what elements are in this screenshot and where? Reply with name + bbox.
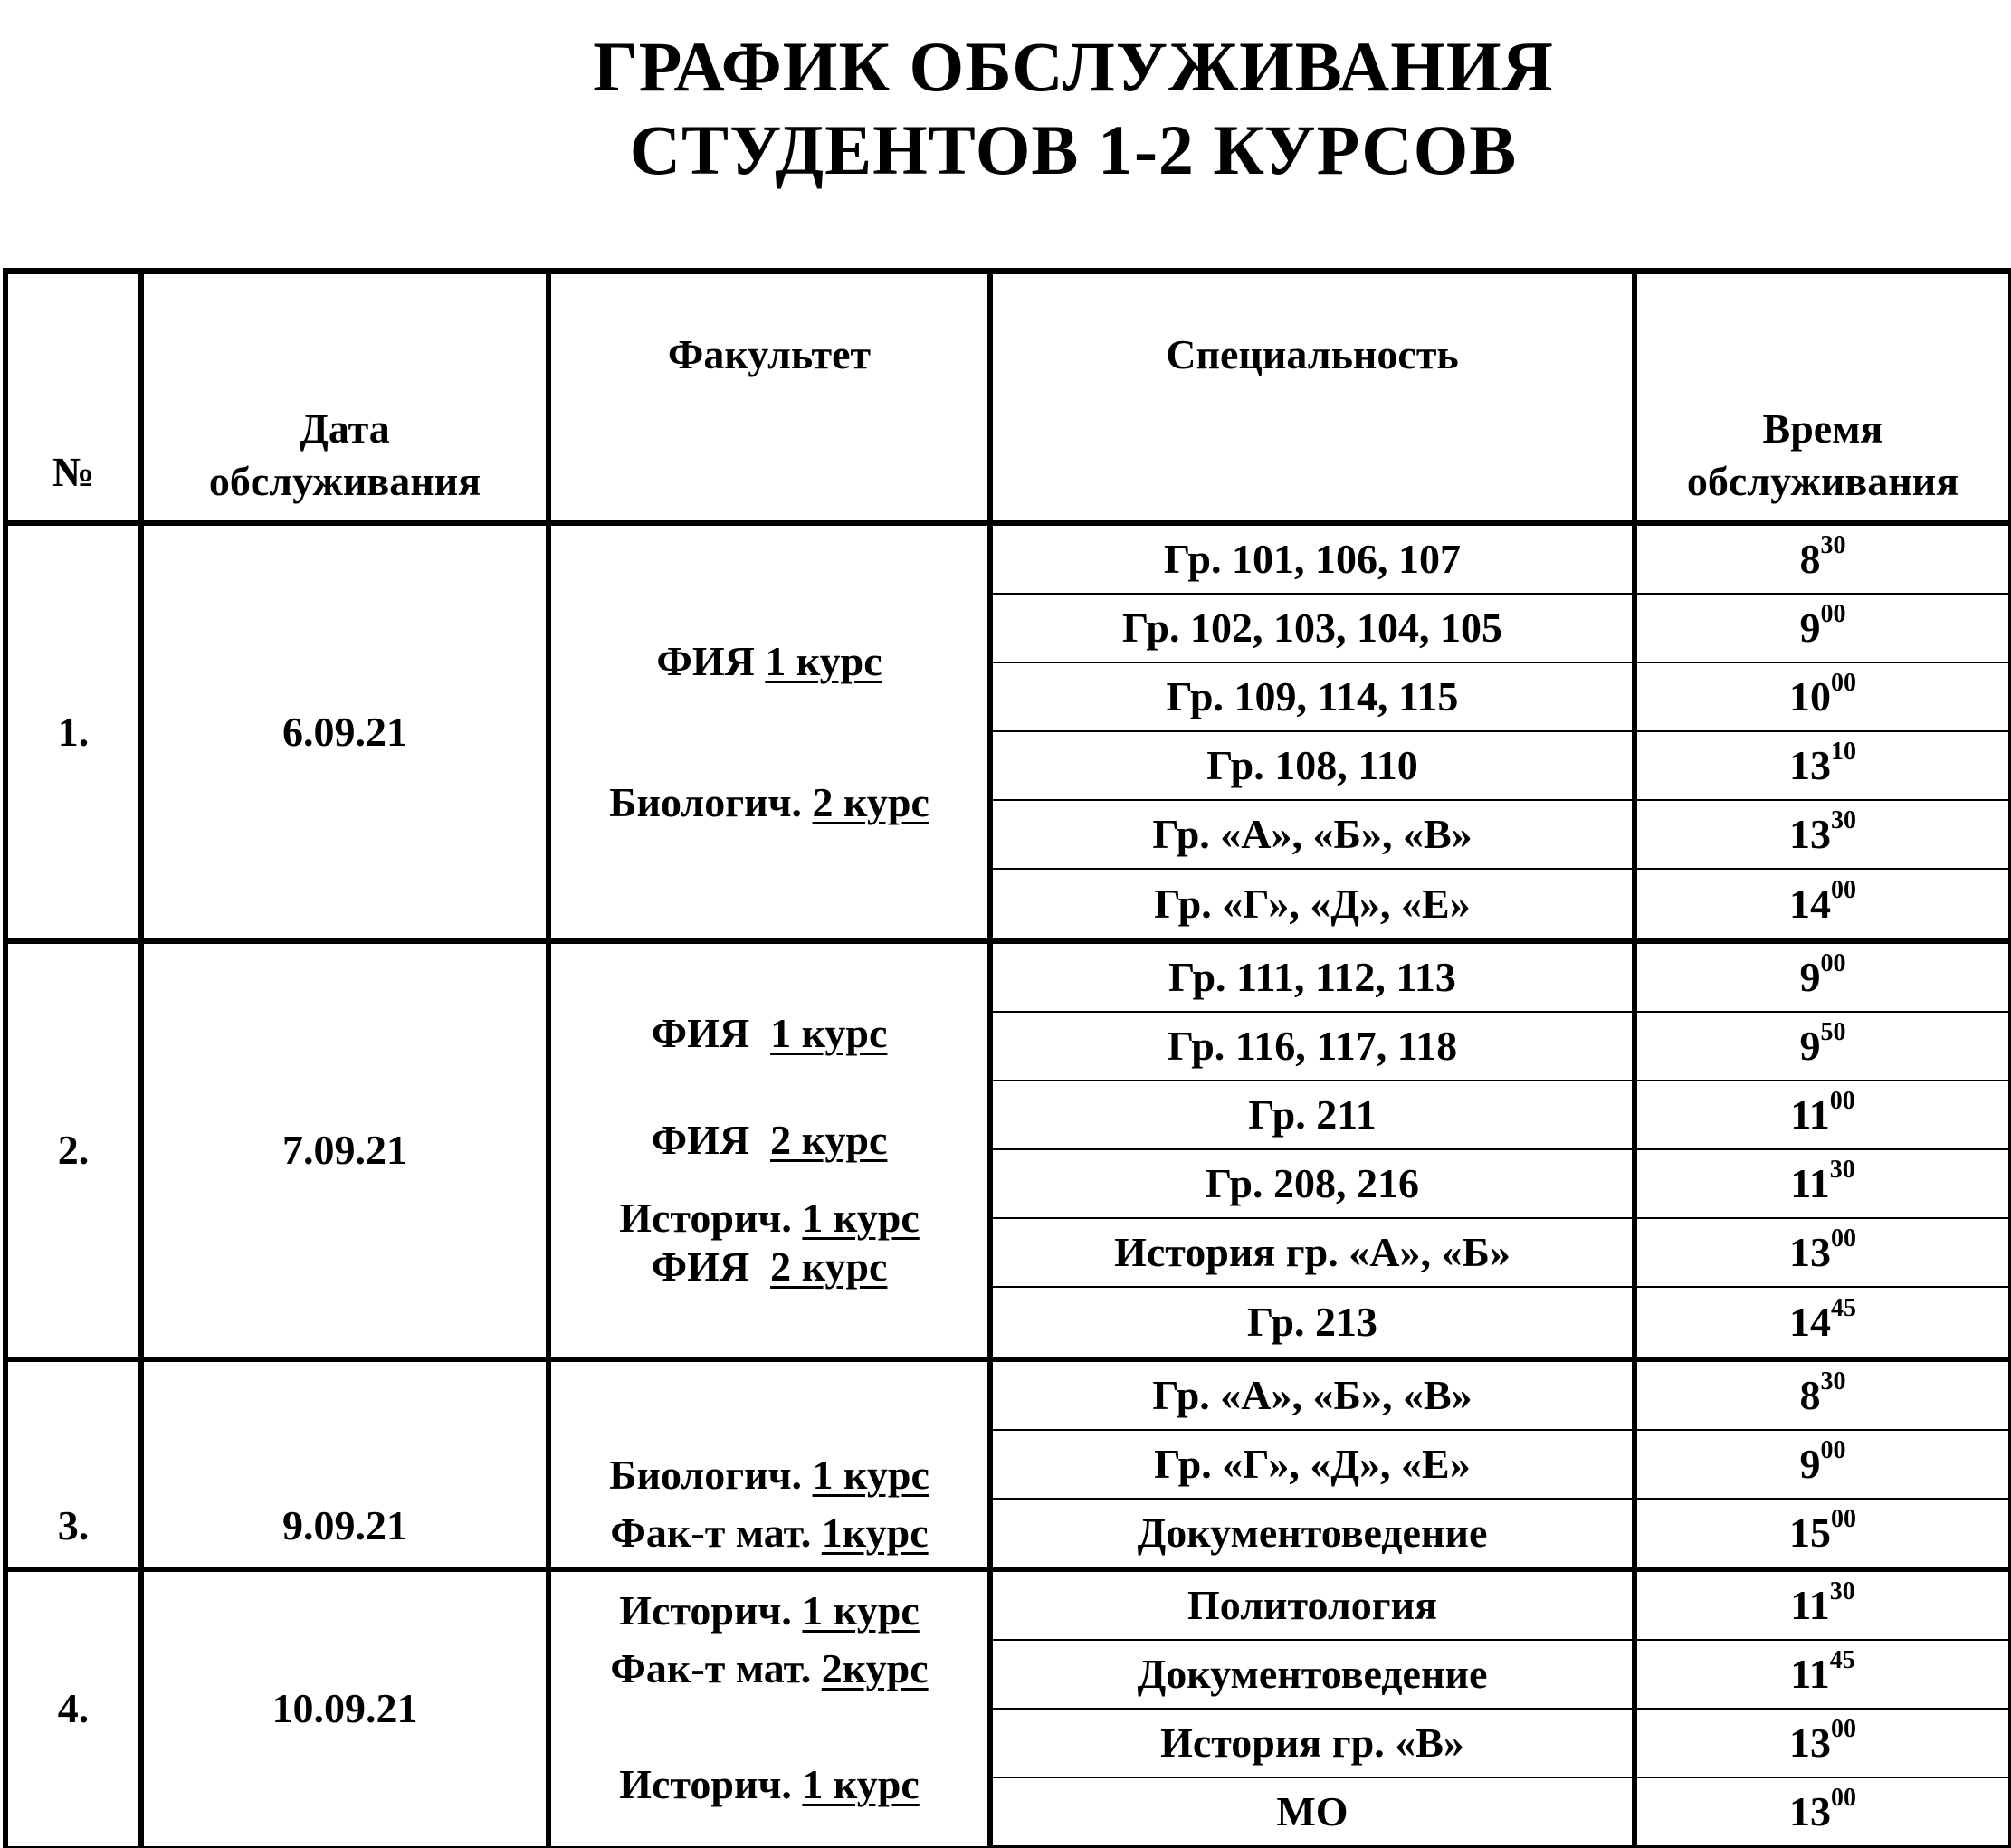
service-time-cell	[1635, 523, 2011, 594]
faculty-entry	[551, 1512, 987, 1554]
service-time-minutes: 30	[1829, 1156, 1855, 1184]
service-time-hour: 14	[1789, 1299, 1831, 1345]
faculty-name: Историч.	[619, 1195, 803, 1241]
faculty-course: 1 курс	[802, 1761, 920, 1807]
service-time-cell	[1635, 800, 2011, 869]
specialty-cell	[990, 1359, 1635, 1430]
service-date: 6.09.21	[282, 709, 407, 755]
service-time-cell	[1635, 1777, 2011, 1847]
faculty-cell	[548, 1569, 990, 1847]
specialty-cell	[990, 1430, 1635, 1499]
specialty: История гр. «В»	[1160, 1719, 1464, 1766]
specialty-cell	[990, 800, 1635, 869]
faculty-name: Фак-т мат.	[610, 1510, 822, 1556]
specialty: Гр. 108, 110	[1206, 742, 1418, 788]
service-time-hour: 8	[1799, 1372, 1821, 1418]
header-specialty	[990, 271, 1635, 524]
service-time-hour: 13	[1789, 1788, 1831, 1834]
service-time-hour: 13	[1789, 742, 1831, 788]
faculty-entry	[551, 1243, 987, 1290]
specialty-cell	[990, 1218, 1635, 1287]
service-time-cell	[1635, 1149, 2011, 1218]
specialty: Гр. 211	[1248, 1091, 1377, 1138]
faculty-entry	[551, 1197, 987, 1239]
service-time-cell	[1635, 1430, 2011, 1499]
specialty-cell	[990, 1569, 1635, 1640]
specialty-cell	[990, 662, 1635, 731]
specialty: Гр. 102, 103, 104, 105	[1122, 605, 1502, 651]
service-date: 7.09.21	[282, 1127, 407, 1173]
faculty-entry	[551, 1010, 987, 1056]
specialty: Гр. «Г», «Д», «Е»	[1154, 881, 1471, 927]
service-time-hour: 11	[1790, 1582, 1830, 1628]
title-line-1: ГРАФИК ОБСЛУЖИВАНИЯ	[593, 27, 1554, 106]
specialty: Гр. 111, 112, 113	[1168, 954, 1456, 1000]
table-row	[5, 941, 2011, 1012]
faculty-name: ФИЯ	[651, 1117, 771, 1163]
specialty: Гр. 109, 114, 115	[1166, 673, 1459, 719]
specialty: МО	[1276, 1788, 1349, 1834]
service-time-hour: 15	[1789, 1510, 1831, 1556]
specialty-cell	[990, 1081, 1635, 1149]
service-time-hour: 11	[1790, 1160, 1830, 1206]
service-time-hour: 11	[1790, 1091, 1830, 1138]
specialty-cell	[990, 1287, 1635, 1359]
service-time-cell	[1635, 1012, 2011, 1081]
header-time-line-2: обслуживания	[1686, 458, 1959, 504]
service-date-cell	[141, 1569, 548, 1847]
row-number: 2.	[57, 1127, 90, 1173]
service-time-minutes: 30	[1831, 806, 1856, 834]
row-number-cell	[5, 1359, 141, 1569]
header-time	[1635, 271, 2011, 524]
service-time-cell	[1635, 1081, 2011, 1149]
specialty: Политология	[1187, 1582, 1437, 1628]
service-time-minutes: 00	[1831, 1224, 1856, 1253]
service-time-minutes: 30	[1829, 1577, 1855, 1605]
header-faculty-label: Факультет	[667, 331, 872, 377]
row-number-cell	[5, 941, 141, 1359]
row-number-cell	[5, 1569, 141, 1847]
service-time-cell	[1635, 1359, 2011, 1430]
header-faculty	[548, 271, 990, 524]
faculty-name: Историч.	[619, 1761, 803, 1807]
service-time-hour: 8	[1799, 536, 1821, 582]
service-time-hour: 9	[1799, 954, 1821, 1000]
specialty: Документоведение	[1137, 1651, 1488, 1697]
specialty-cell	[990, 1499, 1635, 1569]
faculty-course: 2 курс	[770, 1117, 888, 1163]
service-time-hour: 14	[1789, 881, 1831, 927]
service-time-hour: 9	[1799, 1023, 1821, 1069]
faculty-name: Фак-т мат.	[610, 1645, 822, 1691]
faculty-name: Биологич.	[609, 779, 813, 825]
schedule-table-body	[5, 271, 2011, 1847]
service-time-hour: 10	[1789, 673, 1831, 719]
header-num	[5, 271, 141, 524]
header-date-line-2: обслуживания	[208, 458, 481, 504]
specialty: Гр. 116, 117, 118	[1167, 1023, 1458, 1069]
specialty: Гр. 213	[1247, 1299, 1377, 1345]
faculty-course: 1 курс	[765, 638, 882, 684]
faculty-course: 2 курс	[770, 1243, 888, 1290]
specialty: Документоведение	[1137, 1510, 1488, 1556]
service-time-minutes: 00	[1829, 1087, 1855, 1115]
faculty-entry	[551, 1645, 987, 1691]
service-time-minutes: 00	[1831, 1784, 1856, 1812]
specialty-cell	[990, 523, 1635, 594]
service-time-cell	[1635, 1640, 2011, 1709]
service-time-cell	[1635, 1287, 2011, 1359]
schedule-table	[3, 268, 2011, 1848]
faculty-course: 2 курс	[812, 779, 929, 825]
header-time-line-1: Время	[1762, 405, 1883, 452]
specialty-cell	[990, 1777, 1635, 1847]
service-time-minutes: 30	[1820, 1367, 1846, 1396]
service-time-minutes: 45	[1831, 1294, 1856, 1322]
faculty-name: ФИЯ	[656, 638, 766, 684]
service-time-minutes: 00	[1831, 669, 1856, 697]
service-date: 10.09.21	[272, 1685, 418, 1732]
specialty: Гр. «А», «Б», «В»	[1152, 1372, 1473, 1418]
service-time-minutes: 10	[1831, 738, 1856, 766]
service-time-minutes: 30	[1820, 531, 1846, 559]
service-time-cell	[1635, 1499, 2011, 1569]
service-time-cell	[1635, 1218, 2011, 1287]
service-time-cell	[1635, 662, 2011, 731]
service-time-cell	[1635, 1709, 2011, 1777]
specialty-cell	[990, 869, 1635, 941]
faculty-cell	[548, 941, 990, 1359]
service-time-cell	[1635, 941, 2011, 1012]
specialty-cell	[990, 1149, 1635, 1218]
table-header-row	[5, 271, 2011, 524]
service-time-hour: 9	[1799, 1441, 1821, 1487]
service-time-minutes: 00	[1820, 600, 1846, 628]
faculty-entry	[551, 1454, 987, 1496]
table-row	[5, 1359, 2011, 1430]
faculty-course: 1 курс	[812, 1452, 929, 1498]
faculty-course: 1 курс	[802, 1195, 920, 1241]
service-time-hour: 13	[1789, 811, 1831, 857]
row-number: 4.	[57, 1685, 90, 1732]
specialty: История гр. «А», «Б»	[1114, 1229, 1511, 1275]
faculty-course: 1 курс	[802, 1587, 920, 1634]
specialty: Гр. «Г», «Д», «Е»	[1154, 1441, 1471, 1487]
service-date: 9.09.21	[282, 1502, 407, 1548]
specialty-cell	[990, 1640, 1635, 1709]
service-time-cell	[1635, 869, 2011, 941]
row-number: 3.	[57, 1502, 90, 1548]
faculty-entry	[551, 1761, 987, 1807]
service-time-minutes: 00	[1831, 876, 1856, 904]
service-date-cell	[141, 523, 548, 941]
service-time-minutes: 00	[1831, 1505, 1856, 1533]
specialty: Гр. «А», «Б», «В»	[1152, 811, 1473, 857]
faculty-course: 1курс	[821, 1510, 929, 1556]
specialty-cell	[990, 594, 1635, 662]
table-row	[5, 1569, 2011, 1640]
table-row	[5, 523, 2011, 594]
specialty: Гр. 208, 216	[1206, 1160, 1419, 1206]
service-time-hour: 13	[1789, 1719, 1831, 1766]
header-num-label: №	[52, 449, 95, 495]
service-time-minutes: 45	[1829, 1646, 1855, 1674]
specialty-cell	[990, 941, 1635, 1012]
service-date-cell	[141, 941, 548, 1359]
service-time-minutes: 50	[1820, 1018, 1846, 1046]
service-time-cell	[1635, 594, 2011, 662]
header-date	[141, 271, 548, 524]
faculty-name: Историч.	[619, 1587, 803, 1634]
specialty-cell	[990, 731, 1635, 800]
faculty-entry	[551, 1587, 987, 1634]
service-time-minutes: 00	[1820, 1436, 1846, 1464]
row-number: 1.	[57, 709, 90, 755]
header-specialty-label: Специальность	[1166, 331, 1459, 377]
faculty-course: 2курс	[821, 1645, 929, 1691]
faculty-entry	[551, 638, 987, 684]
row-number-cell	[5, 523, 141, 941]
page-title	[0, 25, 2011, 192]
service-time-hour: 11	[1790, 1651, 1830, 1697]
specialty-cell	[990, 1012, 1635, 1081]
faculty-name: ФИЯ	[651, 1010, 771, 1056]
header-date-line-1: Дата	[300, 405, 390, 452]
service-time-minutes: 00	[1820, 949, 1846, 977]
faculty-cell	[548, 523, 990, 941]
specialty: Гр. 101, 106, 107	[1164, 536, 1461, 582]
title-line-2: СТУДЕНТОВ 1-2 КУРСОВ	[629, 110, 1518, 189]
faculty-cell	[548, 1359, 990, 1569]
faculty-name: Биологич.	[609, 1452, 813, 1498]
service-time-hour: 13	[1789, 1229, 1831, 1275]
faculty-entry	[551, 779, 987, 825]
service-time-cell	[1635, 1569, 2011, 1640]
service-time-cell	[1635, 731, 2011, 800]
faculty-name: ФИЯ	[651, 1243, 771, 1290]
faculty-entry	[551, 1119, 987, 1161]
faculty-course: 1 курс	[770, 1010, 888, 1056]
specialty-cell	[990, 1709, 1635, 1777]
service-time-hour: 9	[1799, 605, 1821, 651]
service-time-minutes: 00	[1831, 1715, 1856, 1743]
service-date-cell	[141, 1359, 548, 1569]
